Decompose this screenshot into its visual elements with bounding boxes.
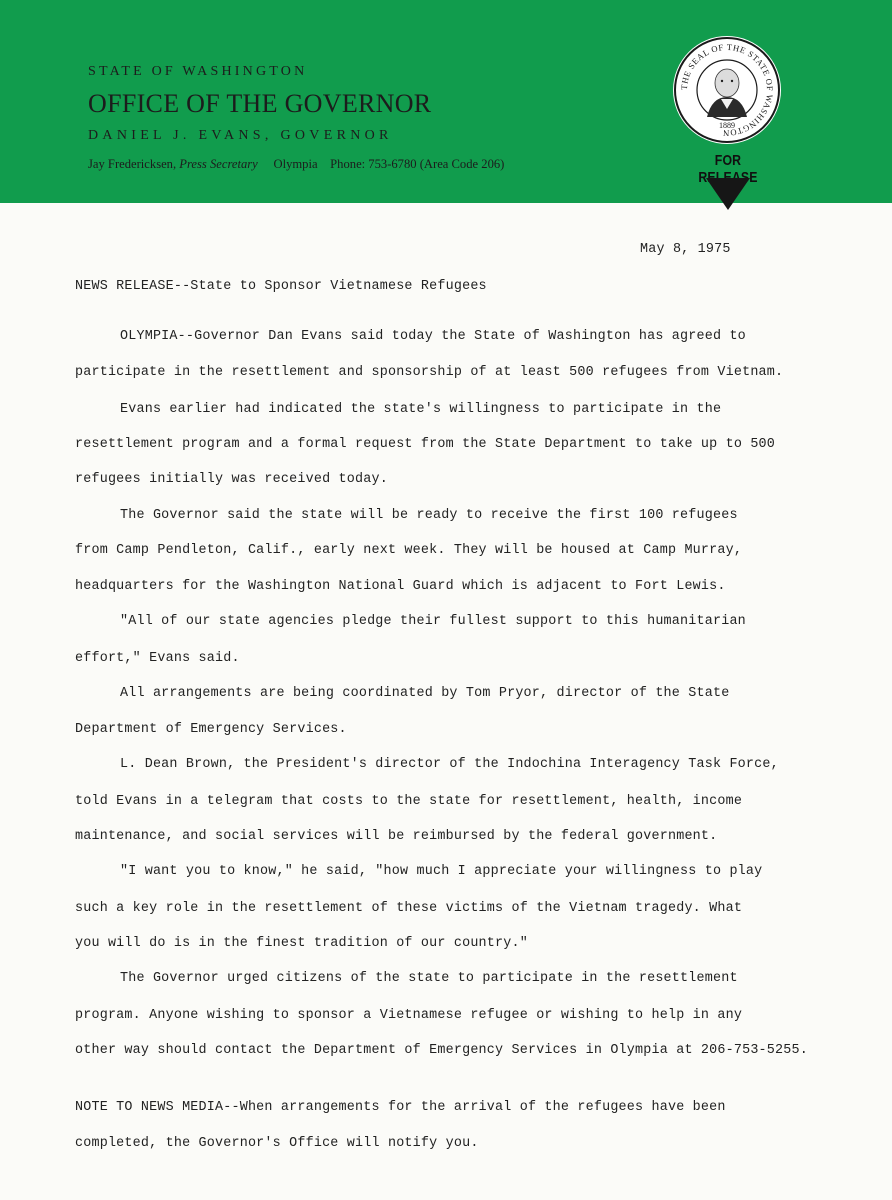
body-line: "I want you to know," he said, "how much I appreciate your willingness to play: [120, 864, 763, 879]
body-line: such a key role in the resettlement of these victims of the Vietnam tragedy. What: [75, 901, 743, 916]
body-line: refugees initially was received today.: [75, 472, 388, 487]
body-line: headquarters for the Washington National Guard which is adjacent to Fort Lewis.: [75, 579, 726, 594]
body-line: other way should contact the Department of Emergency Services in Olympia at 206-753-5255.: [75, 1043, 808, 1058]
body-line: "All of our state agencies pledge their fullest support to this humanitarian: [120, 614, 746, 629]
body-line: The Governor urged citizens of the state to participate in the resettlement: [120, 971, 738, 986]
media-note-line: NOTE TO NEWS MEDIA--When arrangements for the arrival of the refugees have been: [75, 1100, 726, 1115]
seal-text: THE SEAL OF THE STATE OF WASHINGTON: [678, 41, 776, 139]
body-line: effort," Evans said.: [75, 651, 240, 666]
body-line: you will do is in the finest tradition of our country.": [75, 936, 528, 951]
media-note-line: completed, the Governor's Office will notify you.: [75, 1136, 479, 1151]
release-date: May 8, 1975: [640, 242, 731, 257]
release-arrow-icon: [706, 178, 750, 210]
body-line: participate in the resettlement and sponsorship of at least 500 refugees from Vietnam.: [75, 365, 784, 380]
body-line: resettlement program and a formal request from the State Department to take up to 500: [75, 437, 776, 452]
press-secretary-title: Press Secretary: [179, 157, 258, 171]
press-secretary-name: Jay Fredericksen,: [88, 157, 177, 171]
phone: Phone: 753-6780 (Area Code 206): [330, 157, 505, 171]
body-line: program. Anyone wishing to sponsor a Vietnamese refugee or wishing to help in any: [75, 1008, 743, 1023]
office-title: OFFICE OF THE GOVERNOR: [88, 89, 432, 118]
body-line: from Camp Pendleton, Calif., early next week. They will be housed at Camp Murray,: [75, 543, 743, 558]
letterhead-banner: [0, 0, 892, 203]
body-line: Department of Emergency Services.: [75, 722, 347, 737]
body-line: L. Dean Brown, the President's director of the Indochina Interagency Task Force,: [120, 757, 779, 772]
city: Olympia: [273, 157, 318, 171]
for-release-label: FOR RELEASE: [698, 152, 758, 186]
state-name: STATE OF WASHINGTON: [88, 64, 308, 79]
body-line: The Governor said the state will be ready to receive the first 100 refugees: [120, 508, 738, 523]
body-line: maintenance, and social services will be reimbursed by the federal government.: [75, 829, 718, 844]
contact-line: [88, 157, 504, 172]
body-line: All arrangements are being coordinated by Tom Pryor, director of the State: [120, 686, 730, 701]
body-line: told Evans in a telegram that costs to the state for resettlement, health, income: [75, 794, 743, 809]
seal-year: 1889: [719, 121, 735, 130]
state-seal-icon: [672, 35, 782, 145]
body-line: Evans earlier had indicated the state's willingness to participate in the: [120, 402, 722, 417]
news-headline: NEWS RELEASE--State to Sponsor Vietnamese Refugees: [75, 279, 487, 294]
body-line: OLYMPIA--Governor Dan Evans said today the State of Washington has agreed to: [120, 329, 746, 344]
governor-name: DANIEL J. EVANS, GOVERNOR: [88, 128, 393, 143]
